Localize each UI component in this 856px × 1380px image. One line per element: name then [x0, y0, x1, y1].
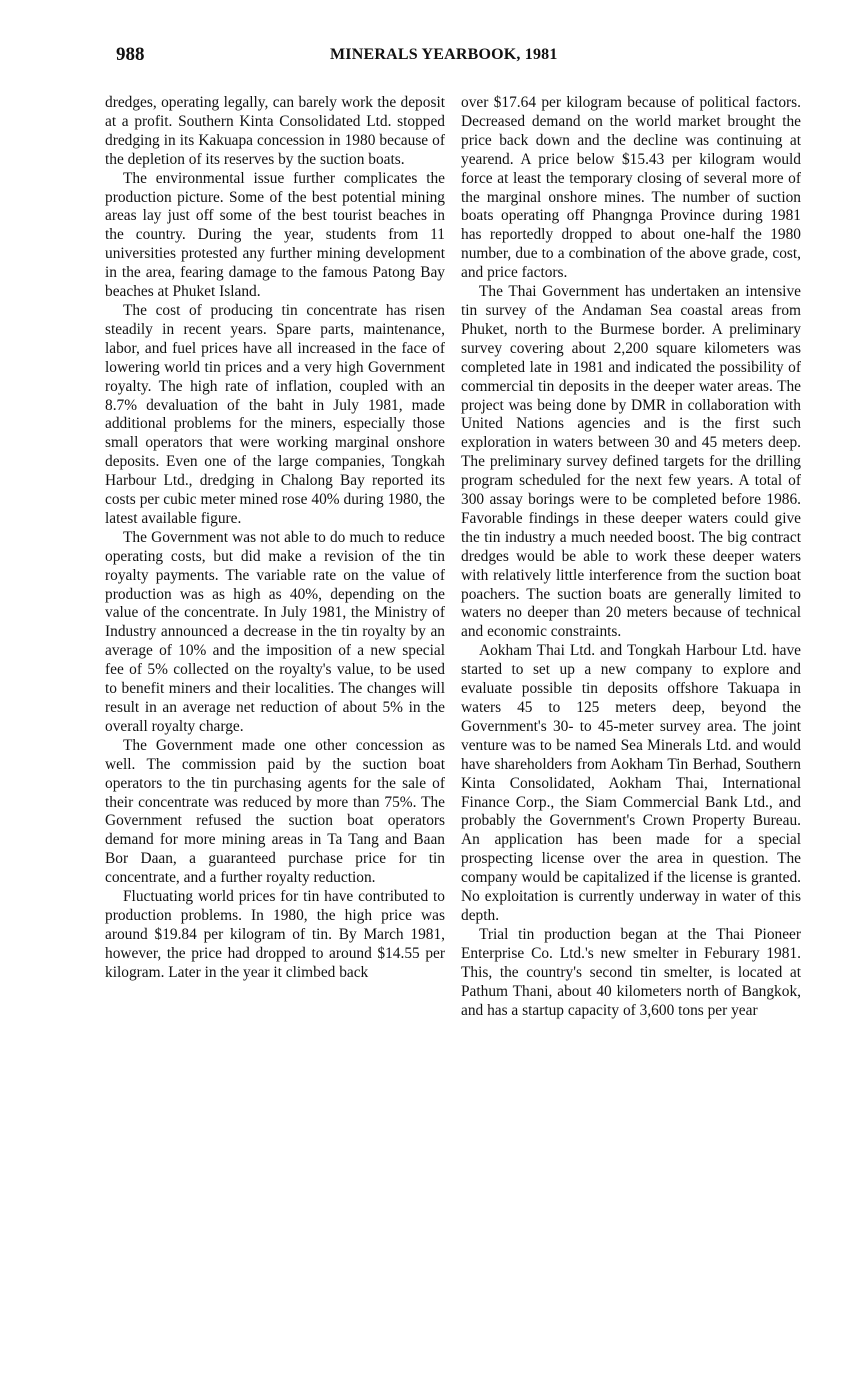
body-paragraph: The cost of producing tin concentrate has risen steadily in recent years. Spare parts, maintenance, labor, and fuel prices have all increased in the face of lowering world tin prices and a very high Government royalty. The high rate of inflation, coupled with an 8.7% devaluation of the baht in July 1981, made additional problems for the miners, especially those small operators that were working marginal onshore deposits. Even one of the large companies, Tongkah Harbour Ltd., dredging in Chalong Bay reported its costs per cubic meter mined rose 40% during 1980, the latest available figure. [105, 301, 445, 527]
body-paragraph: Aokham Thai Ltd. and Tongkah Harbour Ltd. have started to set up a new company to explore and evaluate possible tin deposits offshore Takuapa in waters 45 to 125 meters deep, beyond the Government's 30- to 45-meter survey area. The joint venture was to be named Sea Minerals Ltd. and would have shareholders from Aokham Tin Berhad, Southern Kinta Consolidated, Aokham Thai, International Finance Corp., the Siam Commercial Bank Ltd., and probably the Government's Crown Property Bureau. An application has been made for a special prospecting license over the area in question. The company would be capitalized if the license is granted. No exploitation is currently underway in water of this depth. [461, 642, 801, 924]
left-text-column [105, 94, 445, 983]
running-title: MINERALS YEARBOOK, 1981 [330, 46, 558, 63]
body-paragraph: Trial tin production began at the Thai Pioneer Enterprise Co. Ltd.'s new smelter in Feburary 1981. This, the country's second tin smelter, is located at Pathum Thani, about 40 kilometers north of Bangkok, and has a startup capacity of 3,600 tons per year [461, 925, 801, 1019]
body-paragraph: over $17.64 per kilogram because of political factors. Decreased demand on the world market brought the price back down and the decline was continuing at yearend. A price below $15.43 per kilogram would force at least the temporary closing of several more of the marginal onshore mines. The number of suction boats operating off Phangnga Province during 1981 has reportedly dropped to about one-half the 1980 number, due to a combination of the above grade, cost, and price factors. [461, 94, 801, 282]
right-text-column [461, 94, 801, 1020]
body-paragraph: dredges, operating legally, can barely work the deposit at a profit. Southern Kinta Consolidated Ltd. stopped dredging in its Kakuapa concession in 1980 because of the depletion of its reserves by the suction boats. [105, 94, 445, 168]
body-paragraph: The Thai Government has undertaken an intensive tin survey of the Andaman Sea coastal areas from Phuket, north to the Burmese border. A preliminary survey covering about 2,200 square kilometers was completed late in 1981 and indicated the possibility of commercial tin deposits in the deeper water areas. The project was being done by DMR in collaboration with United Nations agencies and is the first such exploration in waters between 30 and 45 meters deep. The preliminary survey defined targets for the drilling program scheduled for the next few years. A total of 300 assay borings were to be completed before 1986. Favorable findings in these deeper waters could give the tin industry a much needed boost. The big contract dredges would be able to work these deeper waters with relatively little interference from the suction boat poachers. The suction boats are generally limited to waters no deeper than 20 meters because of technical and economic constraints. [461, 283, 801, 641]
body-paragraph: The environmental issue further complicates the production picture. Some of the best potential mining areas lay just off some of the best tourist beaches in the country. During the year, students from 11 universities protested any further mining development in the area, fearing damage to the famous Patong Bay beaches at Phuket Island. [105, 169, 445, 301]
body-paragraph: The Government made one other concession as well. The commission paid by the suction boat operators to the tin purchasing agents for the sale of their concentrate was reduced by more than 75%. The Government refused the suction boat operators demand for more mining areas in Ta Tang and Baan Bor Daan, a guaranteed purchase price for tin concentrate, and a further royalty reduction. [105, 736, 445, 887]
body-paragraph: Fluctuating world prices for tin have contributed to production problems. In 1980, the high price was around $19.84 per kilogram of tin. By March 1981, however, the price had dropped to around $14.55 per kilogram. Later in the year it climbed back [105, 888, 445, 981]
page-number: 988 [116, 44, 145, 65]
body-paragraph: The Government was not able to do much to reduce operating costs, but did make a revision of the tin royalty payments. The variable rate on the value of production was as high as 40%, depending on the value of the concentrate. In July 1981, the Ministry of Industry announced a decrease in the tin royalty by an average of 10% and the imposition of a new special fee of 5% collected on the royalty's value, to be used to benefit miners and their localities. The changes will result in an average net reduction of about 5% in the overall royalty charge. [105, 528, 445, 735]
